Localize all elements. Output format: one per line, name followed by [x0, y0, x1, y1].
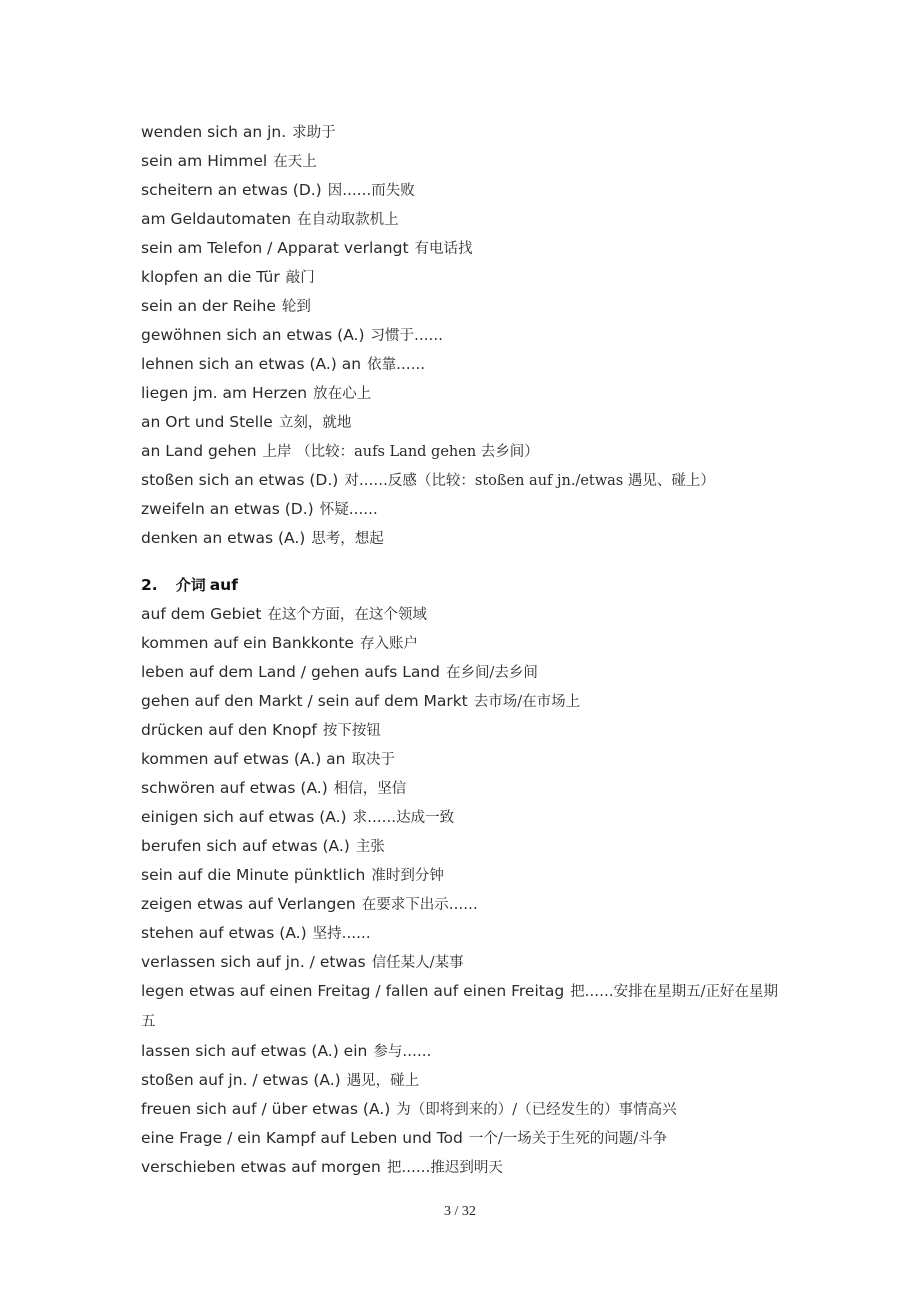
list-item	[141, 977, 791, 1037]
chinese-meaning: 依靠……	[367, 357, 426, 373]
chinese-meaning: 在自动取款机上	[297, 212, 399, 228]
page-content	[141, 118, 791, 1182]
section-auf-list-continued	[141, 1037, 791, 1182]
chinese-meaning: 放在心上	[313, 386, 372, 402]
list-item	[141, 466, 791, 495]
chinese-meaning: 在这个方面，在这个领域	[267, 607, 427, 623]
chinese-meaning: 习惯于……	[370, 328, 444, 344]
list-item	[141, 147, 791, 176]
list-item	[141, 524, 791, 553]
chinese-meaning: 把……推迟到明天	[386, 1160, 503, 1176]
chinese-meaning: 怀疑……	[319, 502, 378, 518]
chinese-meaning: 有电话找	[414, 241, 473, 257]
german-phrase: scheitern an etwas (D.)	[141, 181, 322, 199]
page-number: 3 / 32	[444, 1204, 476, 1219]
german-phrase: drücken auf den Knopf	[141, 721, 317, 739]
chinese-meaning: 信任某人/某事	[371, 955, 464, 971]
section-an-list	[141, 118, 791, 553]
chinese-meaning: 遇见，碰上	[346, 1073, 420, 1089]
chinese-meaning: 准时到分钟	[371, 868, 444, 884]
list-item	[141, 716, 791, 745]
list-item	[141, 1153, 791, 1182]
chinese-meaning: 敲门	[285, 270, 315, 286]
list-item	[141, 803, 791, 832]
section-title-de: auf	[209, 576, 238, 594]
list-item	[141, 948, 791, 977]
section-heading-auf	[141, 571, 791, 600]
german-phrase: denken an etwas (A.)	[141, 529, 306, 547]
german-phrase: lassen sich auf etwas (A.) ein	[141, 1042, 368, 1060]
section-number: 2.	[141, 576, 158, 594]
list-item	[141, 350, 791, 379]
german-phrase: sein auf die Minute pünktlich	[141, 866, 366, 884]
german-phrase: sein am Himmel	[141, 152, 268, 170]
german-phrase: legen etwas auf einen Freitag / fallen auf einen Freitag	[141, 982, 565, 1000]
german-phrase: stehen auf etwas (A.)	[141, 924, 307, 942]
german-phrase: kommen auf ein Bankkonte	[141, 634, 354, 652]
chinese-meaning: 相信，坚信	[333, 781, 407, 797]
chinese-meaning: 立刻，就地	[278, 415, 352, 431]
list-item	[141, 1124, 791, 1153]
german-phrase: einigen sich auf etwas (A.)	[141, 808, 347, 826]
german-phrase: schwören auf etwas (A.)	[141, 779, 328, 797]
chinese-meaning: 把……安排在星期五/正好在星期五	[141, 984, 779, 1030]
list-item	[141, 687, 791, 716]
list-item	[141, 234, 791, 263]
list-item	[141, 861, 791, 890]
german-phrase: liegen jm. am Herzen	[141, 384, 308, 402]
list-item	[141, 774, 791, 803]
section-auf-list	[141, 600, 791, 977]
chinese-meaning: 上岸 （比较：aufs Land gehen 去乡间）	[262, 444, 539, 460]
list-item	[141, 118, 791, 147]
german-phrase: stoßen sich an etwas (D.)	[141, 471, 339, 489]
german-phrase: kommen auf etwas (A.) an	[141, 750, 346, 768]
german-phrase: an Ort und Stelle	[141, 413, 273, 431]
german-phrase: gewöhnen sich an etwas (A.)	[141, 326, 365, 344]
section-title-zh: 介词	[175, 576, 206, 594]
german-phrase: wenden sich an jn.	[141, 123, 287, 141]
chinese-meaning: 对……反感（比较：stoßen auf jn./etwas 遇见、碰上）	[344, 473, 715, 489]
chinese-meaning: 一个/一场关于生死的问题/斗争	[468, 1131, 668, 1147]
chinese-meaning: 在要求下出示……	[361, 897, 478, 913]
list-item	[141, 495, 791, 524]
chinese-meaning: 因……而失败	[327, 183, 415, 199]
list-item	[141, 205, 791, 234]
list-item	[141, 321, 791, 350]
list-item	[141, 890, 791, 919]
chinese-meaning: 轮到	[281, 299, 311, 315]
chinese-meaning: 按下按钮	[322, 723, 381, 739]
list-item	[141, 600, 791, 629]
chinese-meaning: 参与……	[373, 1044, 432, 1060]
list-item	[141, 1095, 791, 1124]
chinese-meaning: 为（即将到来的）/（已经发生的）事情高兴	[396, 1102, 677, 1118]
list-item	[141, 437, 791, 466]
chinese-meaning: 求助于	[292, 125, 336, 141]
list-item	[141, 919, 791, 948]
german-phrase: eine Frage / ein Kampf auf Leben und Tod	[141, 1129, 463, 1147]
chinese-meaning: 主张	[355, 839, 385, 855]
chinese-meaning: 存入账户	[359, 636, 418, 652]
german-phrase: sein an der Reihe	[141, 297, 276, 315]
list-item	[141, 263, 791, 292]
german-phrase: stoßen auf jn. / etwas (A.)	[141, 1071, 341, 1089]
chinese-meaning: 取决于	[351, 752, 395, 768]
german-phrase: auf dem Gebiet	[141, 605, 262, 623]
german-phrase: berufen sich auf etwas (A.)	[141, 837, 350, 855]
list-item	[141, 176, 791, 205]
chinese-meaning: 去市场/在市场上	[473, 694, 581, 710]
list-item	[141, 629, 791, 658]
list-item	[141, 658, 791, 687]
german-phrase: verschieben etwas auf morgen	[141, 1158, 381, 1176]
list-item	[141, 379, 791, 408]
german-phrase: am Geldautomaten	[141, 210, 292, 228]
german-phrase: sein am Telefon / Apparat verlangt	[141, 239, 409, 257]
chinese-meaning: 在天上	[273, 154, 317, 170]
german-phrase: lehnen sich an etwas (A.) an	[141, 355, 362, 373]
german-phrase: leben auf dem Land / gehen aufs Land	[141, 663, 441, 681]
list-item	[141, 1066, 791, 1095]
german-phrase: klopfen an die Tür	[141, 268, 280, 286]
chinese-meaning: 在乡间/去乡间	[446, 665, 538, 681]
list-item	[141, 408, 791, 437]
list-item	[141, 292, 791, 321]
german-phrase: zweifeln an etwas (D.)	[141, 500, 314, 518]
chinese-meaning: 坚持……	[312, 926, 371, 942]
list-item	[141, 745, 791, 774]
list-item	[141, 1037, 791, 1066]
chinese-meaning: 求……达成一致	[352, 810, 455, 826]
german-phrase: gehen auf den Markt / sein auf dem Markt	[141, 692, 468, 710]
german-phrase: freuen sich auf / über etwas (A.)	[141, 1100, 391, 1118]
german-phrase: zeigen etwas auf Verlangen	[141, 895, 356, 913]
german-phrase: verlassen sich auf jn. / etwas	[141, 953, 366, 971]
chinese-meaning: 思考，想起	[311, 531, 384, 547]
german-phrase: an Land gehen	[141, 442, 257, 460]
list-item	[141, 832, 791, 861]
